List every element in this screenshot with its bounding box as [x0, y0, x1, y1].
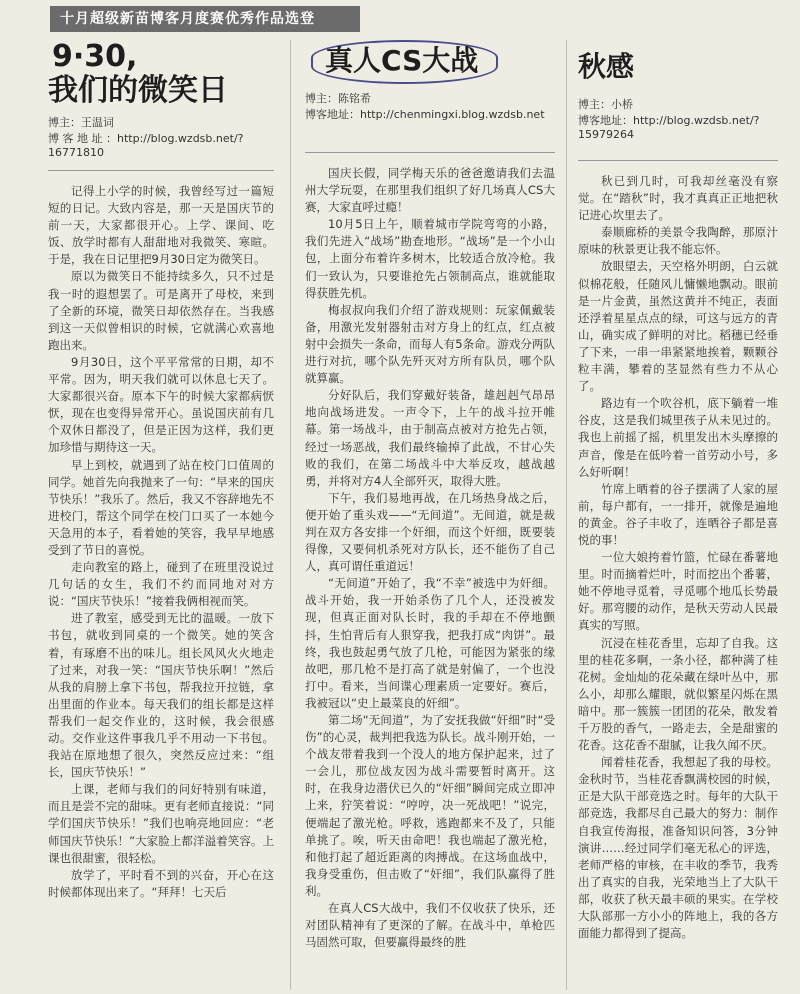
article-paragraph: 记得上小学的时候，我曾经写过一篇短短的日记。大致内容是，那一天是国庆节的前一天，大家都很开心。上学、课间、吃饭、放学时都有人甜甜地对我微笑、寒暄。于是，我在日记里把9月30日定为微笑日。: [48, 184, 274, 267]
article-paragraph: 梅叔叔向我们介绍了游戏规则：玩家佩戴装备，用激光发射器射击对方身上的红点，红点被射中会损失一条命，而每人有5条命。游戏分两队进行对抗，哪个队先歼灭对方所有队员，哪个队就算赢。: [305, 302, 555, 386]
article-title-text: 秋感: [578, 50, 635, 83]
article-paragraph: 放眼望去，天空格外明朗，白云就似棉花般，任随风儿慵懒地飘动。眼前是一片金黄，虽然这黄并不纯正，表面还浮着星星点点的绿，可这与远方的青山，确实成了鲜明的对比。稻穗已经垂了下来，一串一串紧紧地挨着，颗颗谷粒丰满，攀着的茎显然有些力不从心了。: [578, 259, 778, 394]
article-title: [578, 50, 778, 84]
article-paragraph: 下午，我们易地再战，在几场热身战之后，便开始了重头戏——“无间道”。无间道，就是裁判在双方各安排一个奸细，而这个奸细，既要装得像，又要伺机杀死对方队长，还不能伤了自己人，真可谓任重道远！: [305, 490, 555, 574]
article-paragraph: 国庆长假，同学梅天乐的爸爸邀请我们去温州大学玩耍，在那里我们组织了好几场真人CS大赛，大家直呼过瘾！: [305, 166, 555, 215]
divider: [578, 160, 778, 161]
divider: [48, 170, 274, 171]
article-paragraph: 原以为微笑日不能持续多久，只不过是我一时的遐想罢了。可是离开了母校，来到了全新的环境，微笑日却依然存在。当我感到这一天似曾相识的时候，它就满心欢喜地跑出来。: [48, 269, 274, 352]
article-smile-day: [48, 40, 274, 901]
article-blogger: 博主：王温词: [48, 116, 114, 129]
article-paragraph: 进了教室，感受到无比的温暖。一放下书包，就收到同桌的一个微笑。她的笑含着，有琢磨不出的味儿。组长风风火火地走了过来，对我一笑：“国庆节快乐啊！”然后从我的肩膀上拿下书包，帮我拉开拉链，拿出里面的作业本。每天我们的组长都是这样帮我们一起交作业的，这时候，我会很感动。交作业这件事我几乎不用动一下书包。我站在原地想了很久，突然反应过来：“组长，国庆节快乐！”: [48, 611, 274, 780]
article-paragraph: 闻着桂花香，我想起了我的母校。金秋时节，当桂花香飘满校园的时候，正是大队干部竞选之时。每年的大队干部竞选，我都尽自己最大的努力：制作自我宣传海报，准备知识问答，3分钟演讲……经过同学们毫无私心的评选，老师严格的审核，在丰收的季节，我秀出了真实的自我，光荣地当上了大队干部，收获了秋天最丰硕的果实。在学校大队部那一方小小的阵地上，我的各方面能力都得到了提高。: [578, 755, 778, 941]
article-paragraph: 沉浸在桂花香里，忘却了自我。这里的桂花多啊，一条小径，都种满了桂花树。金灿灿的花朵藏在绿叶丛中，那么小，却那么耀眼，就似繁星闪烁在黑暗中。那一簇簇一团团的花朵，散发着千万股的香气，一路走去，全是甜蜜的花香。这花香不甜腻，让我久闻不厌。: [578, 635, 778, 753]
competition-banner: 十月超级新苗博客月度赛优秀作品选登: [50, 6, 360, 32]
article-paragraph: 9月30日，这个平平常常的日期，却不平常。因为，明天我们就可以休息七天了。大家都很兴奋。原本下午的时候大家都病恹恹，现在也变得异常开心。虽说国庆前有几个双休日都没了，但是正因为这样，我们更加珍惜与期待这一天。: [48, 354, 274, 455]
article-paragraph: 在真人CS大战中，我们不仅收获了快乐，还对团队精神有了更深的了解。在战斗中，单枪匹马固然可取，但要赢得最终的胜: [305, 901, 555, 950]
article-paragraph: 泰顺廊桥的美景令我陶醉，那原汁原味的秋景更让我不能忘怀。: [578, 225, 778, 257]
article-paragraph: 第二场“无间道”，为了安抚我做“奸细”时“受伤”的心灵，裁判把我选为队长。战斗刚开始，一个战友带着我到一个没人的地方保护起来，过了一会儿，那位战友因为战斗需要暂时离开。这时，在我身边潜伏已久的“奸细”瞬间完成立即冲上来，狞笑着说：“哼哼，决一死战吧！”说完，便端起了激光枪。呼救，逃跑都来不及了，只能单挑了。唉，听天由命吧！我也端起了激光枪，和他打起了超近距离的肉搏战。在这场血战中，我身受重伤，但击败了“奸细”，我们队赢得了胜利。: [305, 713, 555, 898]
column-divider: [566, 40, 567, 990]
article-paragraph: 放学了，平时看不到的兴奋，开心在这时候都体现出来了。“拜拜！七天后: [48, 867, 274, 899]
title-hand-circle: [311, 40, 498, 84]
article-autumn-feeling: [578, 40, 778, 942]
article-paragraph: 早上到校，就遇到了站在校门口值周的同学。她首先向我抛来了一句：“早来的国庆节快乐！”我乐了。然后，我又不容辞地先不进校门，帮这个同学在校门口买了一本她今天急用的本子，看着她的笑容，我早早地感受到了节日的喜悦。: [48, 457, 274, 557]
article-blog-address: 博 客 地 址 ：http://blog.wzdsb.net/?16771810: [48, 132, 244, 159]
article-paragraph: 路边有一个吹谷机，底下躺着一堆谷皮，这是我们城里孩子从未见过的。我也上前摇了摇，机里发出木头摩擦的声音，像是在低吟着一首劳动小号，多么好听啊！: [578, 396, 778, 479]
article-title-line1: 9·30,: [52, 39, 138, 74]
article-title-text: 真人CS大战: [325, 44, 479, 77]
article-paragraph: 分好队后，我们穿戴好装备，雄赳赳气昂昂地向战场进发。一声令下，上午的战斗拉开帷幕。第一场战斗，由于制高点被对方抢先占领，经过一场恶战，我们最终输掉了此战，不甘心失败的我们，在第二场战斗中大举反攻，越战越勇，并将对方4人全部歼灭，取得大胜。: [305, 388, 555, 488]
column-divider: [290, 40, 291, 990]
article-title: [311, 40, 555, 84]
article-title: [48, 40, 274, 108]
article-body: [578, 173, 778, 942]
article-paragraph: 竹席上晒着的谷子摆满了人家的屋前，每户都有，一一排开，就像是遍地的黄金。谷子丰收了，连晒谷子都是喜悦的事！: [578, 481, 778, 547]
article-blogger: 博主：陈铭希: [305, 92, 371, 105]
article-body: [48, 183, 274, 901]
article-paragraph: “无间道”开始了，我“不幸”被选中为奸细。战斗开始，我一开始杀伤了几个人，还没被发现，但真正面对队长时，我的手却在不停地颤抖，生怕背后有人狠穿我，把我打成“肉饼”。最终，我也鼓起勇气放了几枪，可能因为紧张的缘故吧，那几枪不是打高了就是射偏了，一个也没打中。看来，当间谍心理素质一定要好。赛后，我被冠以“史上最菜良的奸细”。: [305, 576, 555, 710]
article-paragraph: 一位大娘挎着竹篮，忙碌在番薯地里。时而摘着烂叶，时而挖出个番薯，她不停地寻觅着，寻觅哪个地瓜长势最好。那弯腰的动作，是秋天劳动人民最真实的写照。: [578, 550, 778, 633]
article-blog-address: 博客地址：http://blog.wzdsb.net/?15979264: [578, 114, 760, 141]
article-paragraph: 走向教室的路上，碰到了在班里没说过几句话的女生，我们不约而同地对对方说：“国庆节快乐！”接着我俩相视而笑。: [48, 560, 274, 609]
article-paragraph: 上课，老师与我们的问好特别有味道，而且是尝不完的甜味。更有老师直接说：“同学们国庆节快乐！”我们也响亮地回应：“老师国庆节快乐！”大家脸上都洋溢着笑容。上课也很甜蜜，很轻松。: [48, 782, 274, 865]
article-body: [305, 165, 555, 951]
article-paragraph: 10月5日上午，顺着城市学院弯弯的小路，我们先进入“战场”勘查地形。“战场”是一个小山包，上面分布着许多树木，比较适合放冷枪。我们一致认为，只要谁抢先占领制高点，谁就能取得获胜先机。: [305, 217, 555, 300]
article-blogger: 博主：小桥: [578, 98, 633, 111]
article-cs-battle: [305, 40, 555, 951]
article-blog-address: 博客地址：http://chenmingxi.blog.wzdsb.net: [305, 108, 545, 121]
article-title-line2: 我们的微笑日: [48, 73, 228, 108]
article-paragraph: 秋已到几时，可我却丝毫没有察觉。在“踏秋”时，我才真真正正地把秋记进心坎里去了。: [578, 174, 778, 223]
divider: [305, 152, 555, 153]
